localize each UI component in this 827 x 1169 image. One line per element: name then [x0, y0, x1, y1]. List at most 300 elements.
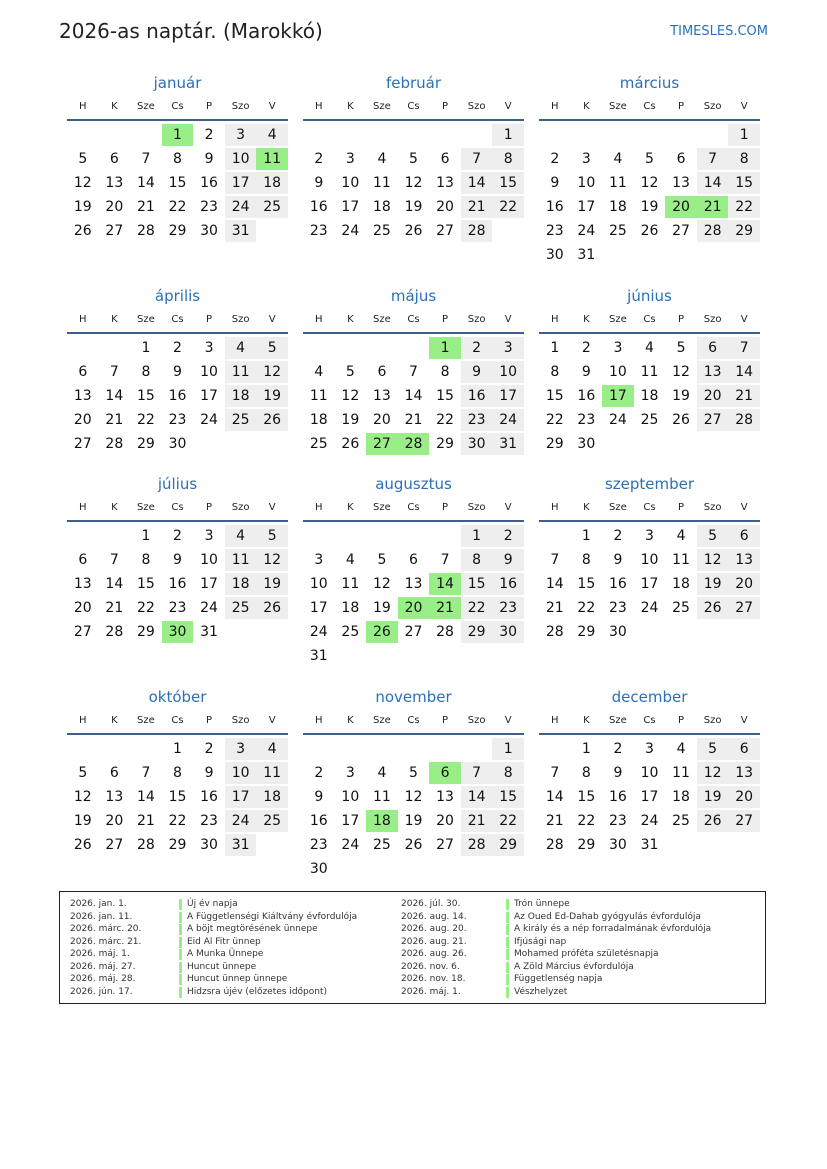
calendar-day: 16	[168, 388, 187, 404]
calendar-day: 6	[109, 765, 119, 781]
calendar-day: 5	[345, 364, 355, 380]
legend-holiday-name: Hidzsra újév (előzetes időpont)	[187, 986, 328, 997]
weekday-header: H	[315, 101, 323, 112]
calendar-day: 3	[345, 151, 355, 167]
holiday-day: 6	[429, 762, 461, 784]
calendar-day: 5	[377, 552, 387, 568]
calendar-day: 4	[676, 741, 686, 757]
calendar-day: 3	[613, 340, 623, 356]
calendar-day: 13	[436, 175, 454, 191]
calendar-day: 15	[136, 388, 155, 404]
calendar-day: 20	[436, 813, 454, 829]
calendar-day: 23	[168, 412, 187, 428]
calendar-day: 14	[136, 789, 155, 805]
calendar-day: 18	[372, 199, 391, 215]
legend-holiday-name: Huncut ünnepe	[187, 961, 257, 972]
weekday-header: H	[79, 502, 87, 513]
calendar-day: 16	[200, 789, 218, 805]
calendar-day: 20	[73, 412, 92, 428]
weekday-header: H	[79, 314, 87, 325]
weekday-header: P	[442, 101, 449, 112]
calendar-day: 29	[168, 223, 187, 239]
weekday-header: P	[678, 101, 685, 112]
calendar-day: 1	[550, 340, 560, 356]
calendar-day: 5	[697, 738, 729, 760]
calendar-day: 3	[314, 552, 324, 568]
calendar-day: 16	[577, 388, 596, 404]
legend-row	[60, 936, 760, 949]
calendar-day: 22	[577, 600, 596, 616]
calendar-day: 3	[581, 151, 591, 167]
calendar-day: 26	[341, 436, 360, 452]
calendar-day: 11	[640, 364, 659, 380]
calendar-day: 18	[309, 412, 328, 428]
calendar-day: 6	[109, 151, 119, 167]
calendar-day: 2	[550, 151, 560, 167]
weekday-header: K	[111, 715, 118, 726]
calendar-day: 17	[309, 600, 328, 616]
calendar-day: 4	[345, 552, 355, 568]
calendar-day: 30	[577, 436, 596, 452]
header-rule	[67, 119, 288, 121]
calendar-day: 22	[168, 199, 187, 215]
calendar-day: 5	[78, 151, 88, 167]
calendar-day: 19	[256, 573, 288, 595]
calendar-day: 8	[492, 148, 524, 170]
calendar-day: 10	[341, 789, 360, 805]
weekday-header: Szo	[231, 314, 250, 325]
calendar-day: 20	[697, 385, 729, 407]
calendar-day: 12	[73, 175, 92, 191]
calendar-day: 24	[341, 837, 360, 853]
calendar-day: 8	[581, 765, 591, 781]
calendar-day: 11	[225, 361, 257, 383]
weekday-header: Sze	[137, 314, 155, 325]
calendar-day: 9	[550, 175, 560, 191]
weekday-header: H	[315, 502, 323, 513]
calendar-day: 1	[728, 124, 760, 146]
calendar-day: 12	[697, 549, 729, 571]
calendar-day: 24	[577, 223, 596, 239]
calendar-day: 25	[608, 223, 627, 239]
weekday-header: Szo	[467, 502, 486, 513]
calendar-day: 21	[404, 412, 423, 428]
weekday-header: Sze	[609, 715, 627, 726]
month-name: november	[375, 688, 452, 706]
calendar-day: 15	[492, 786, 524, 808]
calendar-day: 28	[105, 624, 124, 640]
weekday-header: Cs	[407, 502, 420, 513]
calendar-day: 7	[550, 552, 560, 568]
calendar-day: 19	[73, 813, 92, 829]
legend-row	[60, 973, 760, 986]
weekday-header: H	[551, 314, 559, 325]
calendar-day: 4	[256, 738, 288, 760]
calendar-day: 5	[409, 151, 418, 167]
calendar-day: 12	[256, 361, 288, 383]
legend-date: 2026. aug. 14.	[401, 911, 467, 922]
calendar-day: 13	[697, 361, 729, 383]
legend-marker	[506, 987, 509, 998]
holiday-day: 11	[256, 148, 288, 170]
calendar-day: 10	[640, 552, 659, 568]
calendar-day: 3	[204, 340, 214, 356]
calendar-day: 13	[728, 762, 760, 784]
weekday-header: Sze	[373, 502, 391, 513]
calendar-day: 11	[225, 549, 257, 571]
calendar-day: 24	[492, 409, 524, 431]
calendar-day: 31	[640, 837, 659, 853]
calendar-day: 1	[492, 738, 524, 760]
calendar-day: 7	[461, 148, 493, 170]
legend-date: 2026. nov. 18.	[401, 974, 466, 984]
weekday-header: H	[551, 101, 559, 112]
calendar-day: 16	[168, 576, 187, 592]
weekday-header: Szo	[467, 101, 486, 112]
calendar-day: 20	[728, 786, 760, 808]
calendar-day: 16	[608, 576, 627, 592]
calendar-day: 28	[728, 409, 760, 431]
calendar-day: 26	[640, 223, 659, 239]
calendar-day: 16	[200, 175, 218, 191]
weekday-header: P	[442, 314, 449, 325]
holiday-day: 17	[602, 385, 634, 407]
header-rule	[303, 119, 524, 121]
calendar-day: 17	[200, 576, 218, 592]
calendar-day: 10	[640, 765, 659, 781]
calendar-day: 3	[492, 337, 524, 359]
header-rule	[303, 733, 524, 735]
calendar-day: 2	[492, 525, 524, 547]
calendar-day: 24	[225, 810, 257, 832]
calendar-day: 9	[314, 789, 324, 805]
calendar-day: 28	[136, 837, 155, 853]
calendar-day: 31	[225, 834, 257, 856]
calendar-day: 24	[309, 624, 328, 640]
calendar-day: 27	[105, 837, 124, 853]
calendar-day: 26	[256, 597, 288, 619]
calendar-day: 16	[492, 573, 524, 595]
holiday-day: 26	[366, 621, 398, 643]
calendar-day: 14	[105, 576, 124, 592]
weekday-header: Sze	[137, 715, 155, 726]
calendar-day: 20	[372, 412, 391, 428]
calendar-day: 4	[676, 528, 686, 544]
legend-date: 2026. aug. 20.	[401, 924, 467, 934]
calendar-day: 21	[105, 600, 124, 616]
holiday-day: 20	[665, 196, 697, 218]
calendar-day: 15	[436, 388, 454, 404]
calendar-day: 18	[225, 385, 257, 407]
calendar-day: 21	[728, 385, 760, 407]
calendar-day: 17	[200, 388, 218, 404]
header-rule	[67, 520, 288, 522]
calendar-day: 26	[404, 223, 423, 239]
calendar-day: 11	[372, 789, 391, 805]
calendar-day: 25	[372, 223, 391, 239]
calendar-day: 19	[697, 786, 729, 808]
calendar-day: 29	[545, 436, 564, 452]
calendar-day: 17	[577, 199, 596, 215]
calendar-day: 25	[225, 597, 257, 619]
legend-marker	[506, 924, 509, 935]
calendar-day: 19	[341, 412, 360, 428]
weekday-header: Cs	[171, 502, 184, 513]
calendar-day: 1	[141, 528, 151, 544]
calendar-day: 5	[645, 151, 654, 167]
calendar-day: 26	[697, 597, 729, 619]
weekday-header: Cs	[643, 314, 656, 325]
calendar-day: 6	[409, 552, 418, 568]
calendar-day: 15	[577, 789, 596, 805]
legend-date: 2026. júl. 30.	[401, 899, 461, 909]
calendar-day: 10	[225, 762, 257, 784]
calendar-day: 20	[436, 199, 454, 215]
month-name: december	[611, 688, 688, 706]
legend-holiday-name: Ifjúsági nap	[514, 936, 567, 947]
calendar-day: 10	[492, 361, 524, 383]
calendar-day: 15	[461, 573, 493, 595]
calendar-day: 16	[309, 199, 328, 215]
weekday-header: H	[551, 715, 559, 726]
calendar-day: 11	[672, 765, 690, 781]
holiday-day: 28	[398, 433, 430, 455]
calendar-day: 28	[436, 624, 454, 640]
calendar-day: 17	[341, 813, 360, 829]
weekday-header: V	[268, 502, 276, 513]
calendar-day: 28	[461, 220, 493, 242]
calendar-day: 20	[105, 813, 124, 829]
calendar-day: 22	[577, 813, 596, 829]
calendar-day: 25	[672, 813, 690, 829]
calendar-day: 16	[545, 199, 564, 215]
calendar-day: 7	[109, 364, 119, 380]
weekday-header: Cs	[171, 314, 184, 325]
calendar-day: 5	[697, 525, 729, 547]
header-rule	[67, 332, 288, 334]
calendar-day: 13	[436, 789, 454, 805]
weekday-header: P	[442, 502, 449, 513]
calendar-day: 9	[461, 361, 493, 383]
calendar-day: 8	[173, 151, 182, 167]
weekday-header: P	[206, 715, 213, 726]
legend-date: 2026. jún. 17.	[70, 986, 133, 997]
legend-marker	[506, 912, 509, 923]
legend-row	[60, 898, 760, 911]
calendar-day: 26	[672, 412, 690, 428]
weekday-header: Szo	[467, 314, 486, 325]
calendar-day: 7	[141, 765, 151, 781]
weekday-header: Szo	[467, 715, 486, 726]
legend-date: 2026. nov. 6.	[401, 961, 460, 972]
legend-date: 2026. máj. 1.	[70, 949, 130, 959]
calendar-day: 29	[492, 834, 524, 856]
calendar-day: 22	[492, 810, 524, 832]
calendar-day: 8	[492, 762, 524, 784]
weekday-header: P	[442, 715, 449, 726]
calendar-day: 13	[73, 388, 92, 404]
legend-holiday-name: Mohamed próféta születésnapja	[514, 949, 659, 959]
calendar-day: 11	[309, 388, 328, 404]
calendar-day: 27	[672, 223, 690, 239]
calendar-day: 31	[200, 624, 218, 640]
calendar-day: 3	[204, 528, 214, 544]
calendar-day: 19	[256, 385, 288, 407]
calendar-day: 7	[550, 765, 560, 781]
weekday-header: Sze	[609, 314, 627, 325]
calendar-day: 3	[345, 765, 355, 781]
legend-holiday-name: Huncut ünnep ünnepe	[187, 974, 288, 984]
calendar-day: 7	[109, 552, 119, 568]
calendar-day: 21	[136, 813, 155, 829]
month-name: március	[619, 74, 680, 92]
calendar-day: 9	[581, 364, 591, 380]
calendar-day: 31	[225, 220, 257, 242]
calendar-day: 24	[200, 600, 218, 616]
calendar-day: 22	[136, 600, 155, 616]
calendar-day: 19	[672, 388, 690, 404]
calendar-day: 18	[672, 576, 690, 592]
site-link[interactable]: TIMESLES.COM	[670, 24, 768, 39]
legend-date: 2026. aug. 21.	[401, 936, 467, 947]
weekday-header: Szo	[703, 715, 722, 726]
calendar-day: 26	[404, 837, 423, 853]
calendar-day: 24	[640, 600, 659, 616]
calendar-day: 12	[640, 175, 659, 191]
weekday-header: K	[583, 314, 590, 325]
calendar-day: 30	[608, 837, 627, 853]
calendar-day: 2	[204, 741, 214, 757]
calendar-day: 5	[409, 765, 418, 781]
calendar-day: 12	[372, 576, 391, 592]
calendar-day: 15	[545, 388, 564, 404]
calendar-day: 30	[200, 223, 218, 239]
legend-holiday-name: A Függetlenségi Kiáltvány évfordulója	[187, 911, 358, 922]
calendar-day: 3	[645, 528, 654, 544]
calendar-day: 12	[256, 549, 288, 571]
calendar-day: 7	[728, 337, 760, 359]
calendar-day: 2	[314, 151, 324, 167]
weekday-header: K	[347, 314, 354, 325]
calendar-day: 28	[105, 436, 124, 452]
calendar-day: 25	[372, 837, 391, 853]
weekday-header: K	[347, 715, 354, 726]
weekday-header: P	[678, 715, 685, 726]
calendar-day: 7	[461, 762, 493, 784]
calendar-day: 11	[608, 175, 627, 191]
calendar-day: 9	[613, 552, 623, 568]
calendar-day: 20	[105, 199, 124, 215]
weekday-header: K	[347, 101, 354, 112]
header-rule	[539, 520, 760, 522]
holiday-day: 27	[366, 433, 398, 455]
weekday-header: Cs	[407, 314, 420, 325]
legend-holiday-name: Eid Al Fitr ünnep	[187, 936, 261, 947]
weekday-header: K	[111, 502, 118, 513]
calendar-day: 2	[613, 528, 623, 544]
calendar-day: 31	[492, 433, 524, 455]
calendar-day: 11	[256, 762, 288, 784]
calendar-day: 27	[73, 624, 92, 640]
calendar-day: 9	[204, 765, 214, 781]
weekday-header: Sze	[373, 314, 391, 325]
calendar-day: 31	[309, 648, 328, 664]
calendar-day: 30	[168, 436, 187, 452]
calendar-day: 25	[309, 436, 328, 452]
weekday-header: P	[206, 502, 213, 513]
calendar-day: 13	[105, 789, 124, 805]
legend-date: 2026. máj. 28.	[70, 974, 136, 984]
weekday-header: Cs	[171, 101, 184, 112]
legend-marker	[506, 962, 509, 973]
calendar-day: 3	[225, 738, 257, 760]
calendar-day: 2	[613, 741, 623, 757]
calendar-day: 26	[697, 810, 729, 832]
weekday-header: Cs	[643, 101, 656, 112]
calendar-day: 12	[73, 789, 92, 805]
calendar-day: 27	[697, 409, 729, 431]
weekday-header: K	[347, 502, 354, 513]
calendar-day: 4	[225, 525, 257, 547]
weekday-header: V	[504, 314, 512, 325]
legend-date: 2026. jan. 1.	[70, 899, 127, 909]
calendar-day: 22	[492, 196, 524, 218]
calendar-day: 15	[492, 172, 524, 194]
weekday-header: V	[740, 502, 748, 513]
calendar-day: 29	[436, 436, 454, 452]
calendar-day: 10	[200, 364, 218, 380]
calendar-day: 16	[608, 789, 627, 805]
header-rule	[539, 119, 760, 121]
weekday-header: Szo	[231, 502, 250, 513]
month-name: szeptember	[604, 475, 695, 493]
legend-holiday-name: A Munka Ünnepe	[187, 949, 264, 959]
calendar-day: 29	[136, 436, 155, 452]
calendar-day: 1	[581, 741, 591, 757]
calendar-day: 23	[608, 600, 627, 616]
header-rule	[67, 733, 288, 735]
header-rule	[303, 520, 524, 522]
calendar-day: 23	[309, 837, 328, 853]
calendar-day: 27	[728, 810, 760, 832]
calendar-day: 2	[461, 337, 493, 359]
calendar-day: 6	[78, 552, 88, 568]
calendar-day: 18	[256, 786, 288, 808]
calendar-day: 6	[377, 364, 387, 380]
calendar-day: 14	[728, 361, 760, 383]
calendar-day: 4	[377, 151, 387, 167]
weekday-header: V	[268, 314, 276, 325]
calendar-day: 9	[314, 175, 324, 191]
month-name: február	[385, 74, 442, 92]
calendar-day: 1	[581, 528, 591, 544]
calendar-day: 9	[613, 765, 623, 781]
weekday-header: V	[504, 502, 512, 513]
calendar-day: 28	[697, 220, 729, 242]
calendar-day: 13	[672, 175, 690, 191]
calendar-day: 8	[581, 552, 591, 568]
weekday-header: Sze	[609, 101, 627, 112]
weekday-header: Cs	[407, 101, 420, 112]
calendar-day: 18	[640, 388, 659, 404]
calendar-day: 10	[577, 175, 596, 191]
calendar-day: 26	[256, 409, 288, 431]
calendar-day: 12	[341, 388, 360, 404]
weekday-header: V	[740, 101, 748, 112]
calendar-day: 13	[105, 175, 124, 191]
legend-marker	[506, 899, 509, 910]
calendar-day: 25	[225, 409, 257, 431]
